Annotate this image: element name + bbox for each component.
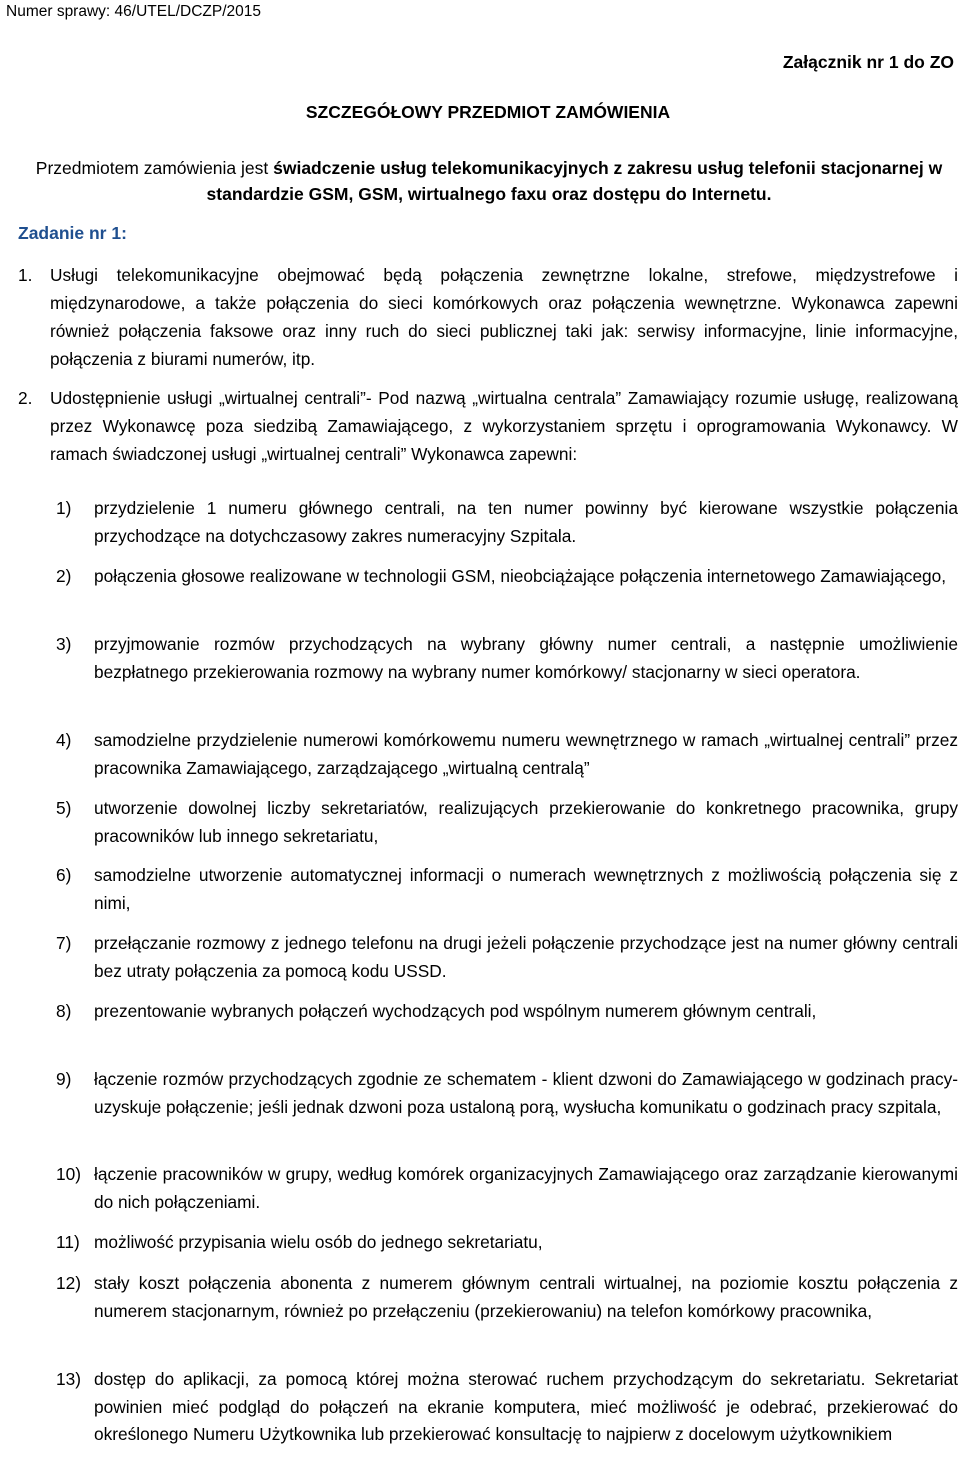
list-item — [56, 930, 958, 985]
task-heading: Zadanie nr 1: — [18, 223, 127, 243]
list-item — [56, 862, 958, 917]
list-item-text: możliwość przypisania wielu osób do jednego sekretariatu, — [94, 1232, 543, 1252]
list-item-text: przydzielenie 1 numeru głównego centrali, na ten numer powinny być kierowane wszystkie połączenia przychodzące na dotychczasowy zakres numeracyjny Szpitala. — [94, 498, 958, 546]
list-item-number: 2) — [56, 566, 72, 586]
list-item — [56, 495, 958, 550]
list-item-text: łączenie rozmów przychodzących zgodnie ze schematem - klient dzwoni do Zamawiającego w godzinach pracy- uzyskuje połączenie; jeśli jednak dzwoni poza ustaloną porą, wysłucha komunikatu o godzinach pracy szpitala, — [94, 1069, 958, 1117]
list-item-number: 6) — [56, 865, 72, 885]
list-item-text: prezentowanie wybranych połączeń wychodzących pod wspólnym numerem głównym centrali, — [94, 1001, 817, 1021]
list-item-number: 12) — [56, 1273, 81, 1293]
list-item-number: 13) — [56, 1369, 81, 1389]
paragraph-2 — [18, 384, 958, 468]
list-item-number: 1) — [56, 498, 72, 518]
list-item-number: 8) — [56, 1001, 72, 1021]
list-item — [56, 795, 958, 850]
list-item — [56, 563, 958, 591]
document-title: SZCZEGÓŁOWY PRZEDMIOT ZAMÓWIENIA — [305, 102, 671, 122]
intro-paragraph — [20, 155, 958, 207]
paragraph-1 — [18, 261, 958, 373]
list-item — [56, 631, 958, 686]
list-item-number: 5) — [56, 798, 72, 818]
paragraph-text: Usługi telekomunikacyjne obejmować będą połączenia zewnętrzne lokalne, strefowe, międzystrefowe i międzynarodowe, a także połączenia do sieci komórkowych oraz połączenia wewnętrzne. Wykonawca zapewni również połączenia faksowe oraz inny ruch do sieci publicznej taki jak: serwisy informacyjne, linie informacyjne, połączenia z biurami numerów, itp. — [50, 265, 958, 369]
list-item-number: 3) — [56, 634, 72, 654]
list-item-text: samodzielne przydzielenie numerowi komórkowemu numeru wewnętrznego w ramach „wirtualnej centrali” przez pracownika Zamawiającego, zarządzającego „wirtualną centralą” — [94, 730, 958, 778]
list-item — [56, 998, 958, 1026]
paragraph-number: 2. — [18, 388, 33, 408]
list-item-text: łączenie pracowników w grupy, według komórek organizacyjnych Zamawiającego oraz zarządzanie kierowanymi do nich połączeniami. — [94, 1164, 958, 1212]
paragraph-text: Udostępnienie usługi „wirtualnej centrali”- Pod nazwą „wirtualna centrala” Zamawiający rozumie usługę, realizowaną przez Wykonawcę poza siedzibą Zamawiającego, z wykorzystaniem sprzętu i oprogramowania Wykonawcy. W ramach świadczonej usługi „wirtualnej centrali” Wykonawca zapewni: — [50, 388, 958, 464]
list-item — [56, 727, 958, 782]
list-item-number: 9) — [56, 1069, 72, 1089]
list-item-text: przełączanie rozmowy z jednego telefonu na drugi jeżeli połączenie przychodzące jest na numer główny centrali bez utraty połączenia za pomocą kodu USSD. — [94, 933, 958, 981]
paragraph-number: 1. — [18, 265, 33, 285]
list-item-text: samodzielne utworzenie automatycznej informacji o numerach wewnętrznych z możliwością połączenia się z nimi, — [94, 865, 958, 913]
list-item-text: utworzenie dowolnej liczby sekretariatów, realizujących przekierowanie do konkretnego pracownika, grupy pracowników lub innego sekretariatu, — [94, 798, 958, 846]
intro-bold: świadczenie usług telekomunikacyjnych z zakresu usług telefonii stacjonarnej w standardzie GSM, GSM, wirtualnego faxu oraz dostępu do Internetu. — [206, 158, 943, 204]
list-item-number: 10) — [56, 1164, 81, 1184]
list-item — [56, 1229, 958, 1257]
list-item-number: 7) — [56, 933, 72, 953]
list-item-number: 11) — [56, 1232, 80, 1252]
intro-lead: Przedmiotem zamówienia jest — [35, 158, 274, 178]
case-number: Numer sprawy: 46/UTEL/DCZP/2015 — [6, 3, 261, 20]
list-item-text: połączenia głosowe realizowane w technologii GSM, nieobciążające połączenia internetowego Zamawiającego, — [94, 566, 947, 586]
list-item-text: stały koszt połączenia abonenta z numerem głównym centrali wirtualnej, na poziomie kosztu połączenia z numerem stacjonarnym, również po przełączeniu (przekierowaniu) na telefon komórkowy pracownika, — [94, 1273, 958, 1321]
annex-label: Załącznik nr 1 do ZO — [782, 52, 954, 72]
list-item-text: przyjmowanie rozmów przychodzących na wybrany główny numer centrali, a następnie umożliwienie bezpłatnego przekierowania rozmowy na wybrany numer komórkowy/ stacjonarny w sieci operatora. — [94, 634, 958, 682]
list-item-number: 4) — [56, 730, 72, 750]
list-item — [56, 1270, 958, 1325]
list-item-text: dostęp do aplikacji, za pomocą której można sterować ruchem przychodzącym do sekretariatu. Sekretariat powinien mieć podgląd do połączeń na ekranie komputera, mieć możliwość je odebrać, przekierować do określonego Numeru Użytkownika lub przekierować konsultację to najpierw z docelowym użytkownikiem — [94, 1369, 958, 1444]
list-item — [56, 1066, 958, 1121]
list-item — [56, 1161, 958, 1216]
list-item — [56, 1366, 958, 1449]
